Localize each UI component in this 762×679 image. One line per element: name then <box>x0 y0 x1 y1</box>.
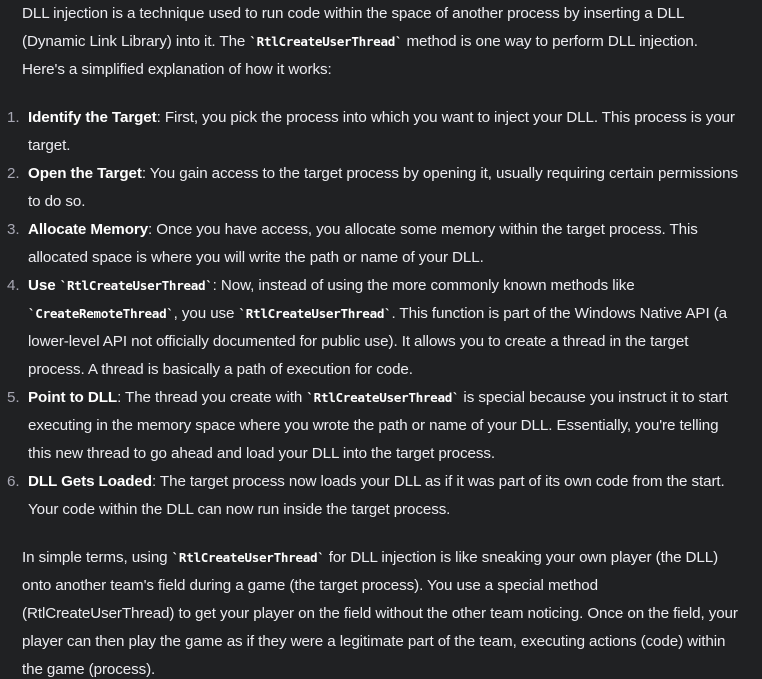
intro-paragraph <box>22 0 740 84</box>
step-text: , you use <box>173 305 239 322</box>
list-item <box>7 104 740 160</box>
step-term: Identify the Target <box>28 109 157 126</box>
step-term: Use <box>28 277 60 294</box>
list-number: 3. <box>7 221 20 238</box>
step-term: Point to DLL <box>28 389 118 406</box>
step-text: : First, you pick the process into which you want to inject your DLL. This process is your target. <box>28 109 735 154</box>
intro-text-1: DLL injection is a technique used to run code within the space of another process by inserting a DLL (Dynamic Link Library) into it. The <box>22 5 684 50</box>
step-text: . This function is part of the Windows Native API (a lower-level API not officially documented for public use). It allows you to create a thread in the target process. A thread is basically a path of execution for code. <box>28 305 727 378</box>
list-item <box>7 468 740 524</box>
summary-text-2: for DLL injection is like sneaking your own player (the DLL) onto another team's field during a game (the target process). You use a special method (RtlCreateUserThread) to get your player on the field without the other team noticing. Once on the field, your player can then play the game as if they were a legitimate part of the team, executing actions (code) within the game (process). <box>22 549 738 678</box>
steps-list <box>7 104 740 524</box>
summary-paragraph <box>22 544 740 679</box>
list-number: 1. <box>7 109 20 126</box>
inline-code: `RtlCreateUserThread` <box>171 550 325 565</box>
inline-code: `CreateRemoteThread` <box>28 306 174 321</box>
step-term: DLL Gets Loaded <box>28 473 152 490</box>
inline-code: `RtlCreateUserThread` <box>249 34 403 49</box>
inline-code: `RtlCreateUserThread` <box>238 306 392 321</box>
list-number: 6. <box>7 473 20 490</box>
inline-code: `RtlCreateUserThread` <box>306 390 460 405</box>
summary-text-1: In simple terms, using <box>22 549 172 566</box>
list-item <box>7 160 740 216</box>
step-term: Open the Target <box>28 165 142 182</box>
step-text: : The target process now loads your DLL as if it was part of its own code from the start. Your code within the DLL can now run inside the target process. <box>28 473 725 518</box>
step-text: : Now, instead of using the more commonly known methods like <box>212 277 635 294</box>
inline-code: `RtlCreateUserThread` <box>59 278 213 293</box>
list-number: 5. <box>7 389 20 406</box>
list-number: 4. <box>7 277 20 294</box>
list-item <box>7 272 740 384</box>
step-text: is special because you instruct it to start executing in the memory space where you wrote the path or name of your DLL. Essentially, you're telling this new thread to go ahead and load your DLL into the target process. <box>28 389 728 462</box>
list-item <box>7 384 740 468</box>
step-term: Allocate Memory <box>28 221 149 238</box>
step-text: : Once you have access, you allocate some memory within the target process. This allocated space is where you will write the path or name of your DLL. <box>28 221 698 266</box>
intro-text-2: method is one way to perform DLL injection. Here's a simplified explanation of how it works: <box>22 33 698 78</box>
step-text: : The thread you create with <box>117 389 307 406</box>
list-number: 2. <box>7 165 20 182</box>
step-text: : You gain access to the target process by opening it, usually requiring certain permissions to do so. <box>28 165 738 210</box>
list-item <box>7 216 740 272</box>
